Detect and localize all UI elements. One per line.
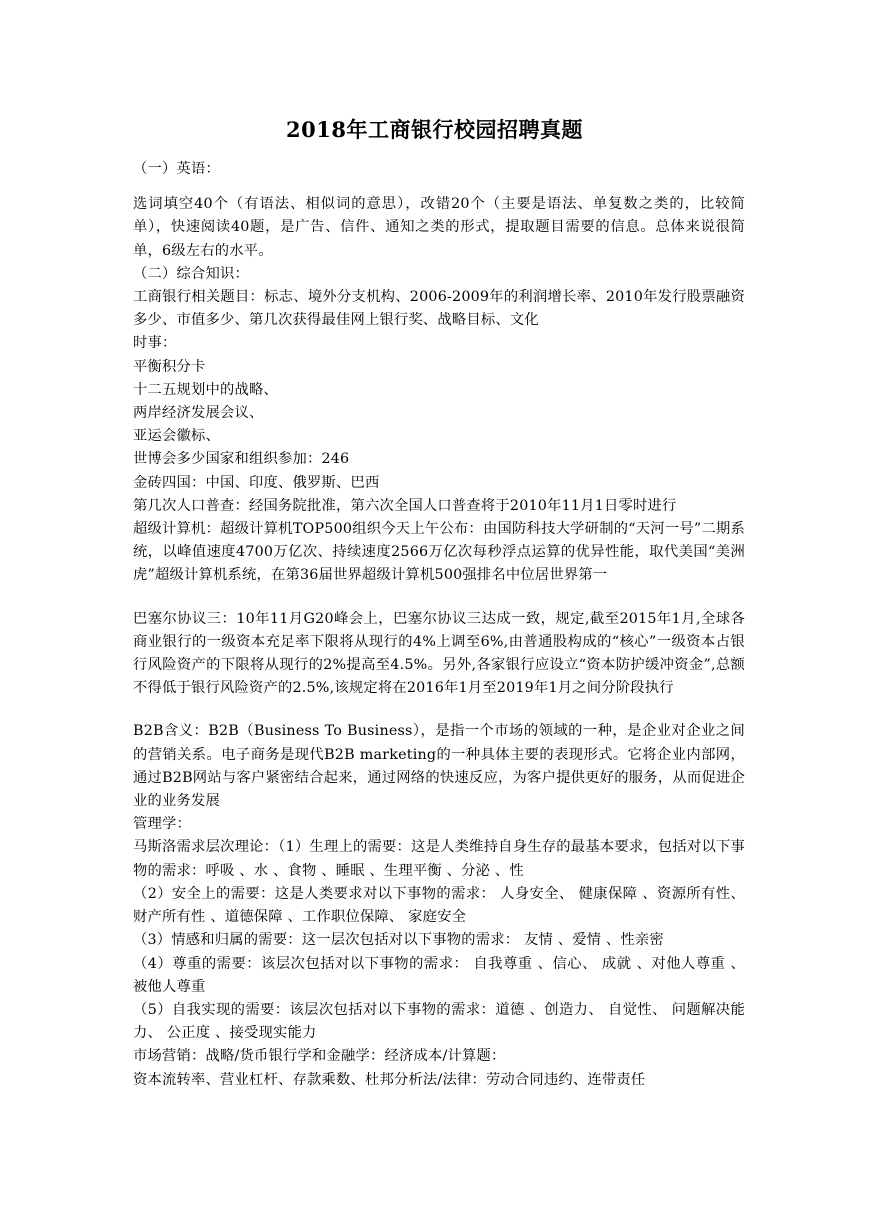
paragraph-finance: 资本流转率、营业杠杆、存款乘数、杜邦分析法/法律：劳动合同违约、连带责任 xyxy=(133,1071,646,1088)
list-item: 金砖四国：中国、印度、俄罗斯、巴西 xyxy=(133,474,380,491)
paragraph-maslow-3: （3）情感和归属的需要：这一层次包括对以下事物的需求： 友情 、爱情 、性亲密 xyxy=(133,932,664,949)
list-item: 世博会多少国家和组织参加：246 xyxy=(133,451,350,468)
list-item: 两岸经济发展会议、 xyxy=(133,405,264,422)
paragraph-supercomputer: 超级计算机：超级计算机TOP500组织今天上午公布：由国防科技大学研制的“天河一号”二期系统，以峰值速度4700万亿次、持续速度2566万亿次每秒浮点运算的优异性能，取代美国“美洲虎”超级计算机系统，在第36届世界超级计算机500强排名中位居世界第一 xyxy=(133,521,745,584)
heading-management: 管理学： xyxy=(133,816,191,833)
heading-current-affairs: 时事： xyxy=(133,335,177,352)
paragraph-maslow-1: 马斯洛需求层次理论：（1）生理上的需要：这是人类维持自身生存的最基本要求，包括对以下事物的需求：呼吸 、水 、食物 、睡眠 、生理平衡 、分泌 、性 xyxy=(133,839,745,879)
paragraph-icbc: 工商银行相关题目：标志、境外分支机构、2006-2009年的利润增长率、2010年发行股票融资多少、市值多少、第几次获得最佳网上银行奖、战略目标、文化 xyxy=(133,289,745,329)
section-heading-english: （一）英语： xyxy=(133,161,220,177)
paragraph-marketing: 市场营销：战略/货币银行学和金融学：经济成本/计算题： xyxy=(133,1048,506,1065)
paragraph-english: 选词填空40个（有语法、相似词的意思），改错20个（主要是语法、单复数之类的，比较简单），快速阅读40题，是广告、信件、通知之类的形式，提取题目需要的信息。总体来说很简单，6级左右的水平。 xyxy=(133,196,745,259)
paragraph-basel: 巴塞尔协议三：10年11月G20峰会上，巴塞尔协议三达成一致，规定,截至2015年1月,全球各商业银行的一级资本充足率下限将从现行的4%上调至6%,由普通股构成的“核心”一级资本占银行风险资产的下限将从现行的2%提高至4.5%。另外,各家银行应设立“资本防护缓冲资金”,总额不得低于银行风险资产的2.5%,该规定将在2016年1月至2019年1月之间分阶段执行 xyxy=(133,610,745,697)
page-title: 2018年工商银行校园招聘真题 xyxy=(286,117,583,142)
list-item: 十二五规划中的战略、 xyxy=(133,381,278,398)
paragraph-maslow-4: （4）尊重的需要：该层次包括对以下事物的需求： 自我尊重 、信心、 成就 、对他人尊重 、被他人尊重 xyxy=(133,955,745,995)
paragraph-maslow-5: （5）自我实现的需要：该层次包括对以下事物的需求：道德 、创造力、 自觉性、 问题解决能力、 公正度 、接受现实能力 xyxy=(133,1001,745,1042)
section-heading-general: （二）综合知识： xyxy=(133,265,249,282)
list-item: 平衡积分卡 xyxy=(133,358,206,375)
paragraph-census: 第几次人口普查：经国务院批准，第六次全国人口普查将于2010年11月1日零时进行 xyxy=(133,497,677,514)
paragraph-b2b: B2B含义：B2B（Business To Business），是指一个市场的领域的一种，是企业对企业之间的营销关系。电子商务是现代B2B marketing的一种具体主要的表现形式。它将企业内部网，通过B2B网站与客户紧密结合起来，通过网络的快速反应，为客户提供更好的服务，从而促进企业的业务发展 xyxy=(133,723,745,810)
list-item: 亚运会徽标、 xyxy=(133,428,220,445)
paragraph-maslow-2: （2）安全上的需要：这是人类要求对以下事物的需求： 人身安全、 健康保障 、资源所有性、 财产所有性 、道德保障 、工作职位保障、 家庭安全 xyxy=(133,885,745,926)
document-body xyxy=(133,158,745,1092)
